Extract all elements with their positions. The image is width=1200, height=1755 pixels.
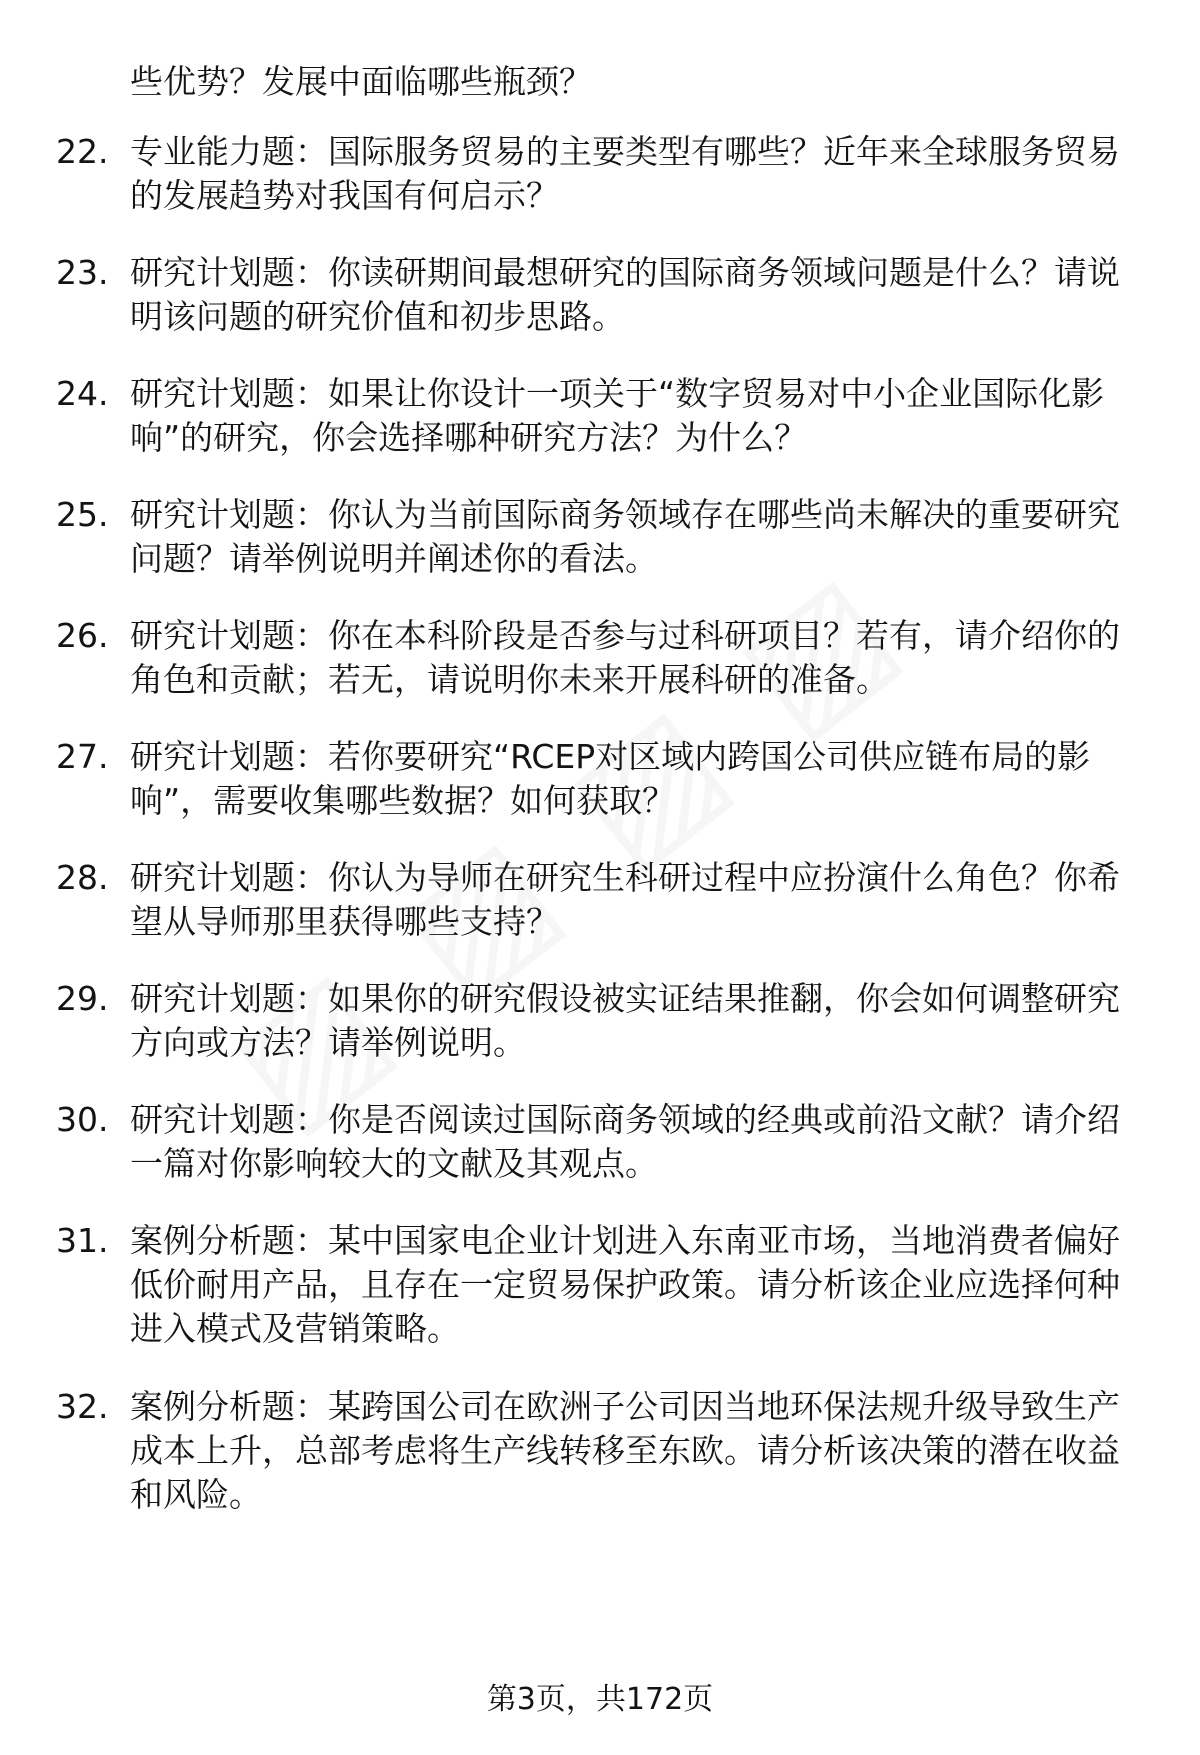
question-text: 研究计划题：你认为导师在研究生科研过程中应扮演什么角色？你希望从导师那里获得哪些支持？ xyxy=(130,858,1120,941)
question-number: 31. xyxy=(56,1221,109,1260)
question-number: 32. xyxy=(56,1387,109,1426)
question-text: 专业能力题：国际服务贸易的主要类型有哪些？近年来全球服务贸易的发展趋势对我国有何启示？ xyxy=(130,132,1120,215)
question-text: 研究计划题：你在本科阶段是否参与过科研项目？若有，请介绍你的角色和贡献；若无，请说明你未来开展科研的准备。 xyxy=(130,616,1120,699)
question-number: 22. xyxy=(56,132,109,171)
question-item xyxy=(56,614,1156,702)
question-item xyxy=(56,493,1156,581)
question-text: 研究计划题：如果你的研究假设被实证结果推翻，你会如何调整研究方向或方法？请举例说明。 xyxy=(130,979,1120,1062)
question-text: 研究计划题：若你要研究“RCEP对区域内跨国公司供应链布局的影响”，需要收集哪些数据？如何获取？ xyxy=(130,737,1091,820)
question-text: 研究计划题：你是否阅读过国际商务领域的经典或前沿文献？请介绍一篇对你影响较大的文献及其观点。 xyxy=(130,1100,1120,1183)
question-number: 28. xyxy=(56,858,109,897)
question-item xyxy=(56,856,1156,944)
question-item xyxy=(56,251,1156,339)
page-footer: 第3页，共172页 xyxy=(486,1682,714,1717)
question-number: 24. xyxy=(56,374,109,413)
question-text: 研究计划题：你读研期间最想研究的国际商务领域问题是什么？请说明该问题的研究价值和初步思路。 xyxy=(130,253,1120,336)
question-text: 研究计划题：如果让你设计一项关于“数字贸易对中小企业国际化影响”的研究，你会选择哪种研究方法？为什么？ xyxy=(130,374,1105,457)
question-item xyxy=(56,1219,1156,1351)
question-item xyxy=(56,372,1156,460)
question-number: 26. xyxy=(56,616,109,655)
question-item xyxy=(56,1385,1156,1517)
question-number: 23. xyxy=(56,253,109,292)
question-item xyxy=(56,130,1156,218)
question-number: 27. xyxy=(56,737,109,776)
question-item xyxy=(56,1098,1156,1186)
question-item xyxy=(56,735,1156,823)
question-text: 案例分析题：某中国家电企业计划进入东南亚市场，当地消费者偏好低价耐用产品，且存在一定贸易保护政策。请分析该企业应选择何种进入模式及营销策略。 xyxy=(130,1221,1120,1348)
question-number: 30. xyxy=(56,1100,109,1139)
question-text: 案例分析题：某跨国公司在欧洲子公司因当地环保法规升级导致生产成本上升，总部考虑将生产线转移至东欧。请分析该决策的潜在收益和风险。 xyxy=(130,1387,1120,1514)
continuation-text: 些优势？发展中面临哪些瓶颈？ xyxy=(130,62,592,101)
question-number: 25. xyxy=(56,495,109,534)
question-number: 29. xyxy=(56,979,109,1018)
question-item xyxy=(56,977,1156,1065)
question-text: 研究计划题：你认为当前国际商务领域存在哪些尚未解决的重要研究问题？请举例说明并阐述你的看法。 xyxy=(130,495,1120,578)
